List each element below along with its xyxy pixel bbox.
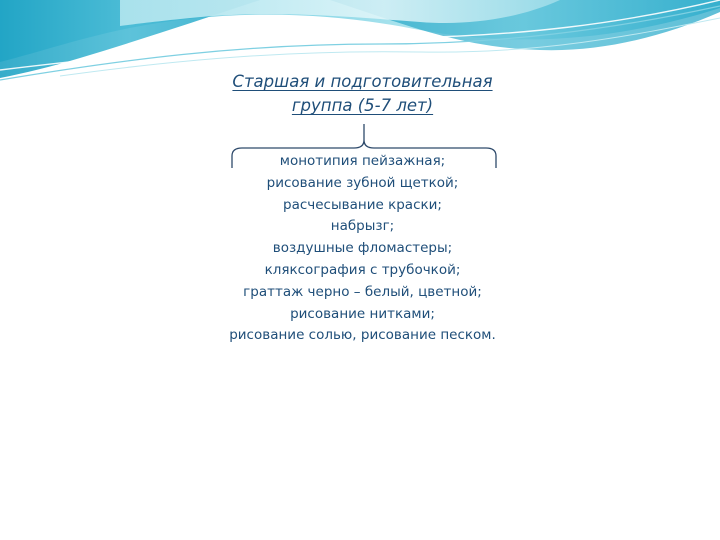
- technique-list: [160, 151, 565, 347]
- list-item: воздушные фломастеры;: [272, 240, 453, 257]
- list-item: расчесывание краски;: [283, 196, 442, 213]
- slide-title: [120, 70, 605, 118]
- list-item: рисование нитками;: [290, 305, 435, 322]
- list-item: кляксография с трубочкой;: [264, 261, 461, 278]
- list-item: граттаж черно – белый, цветной;: [243, 283, 482, 300]
- list-item: рисование солью, рисование песком.: [229, 327, 496, 344]
- title-line-1: Старшая и подготовительная: [232, 72, 493, 91]
- list-item: рисование зубной щеткой;: [266, 174, 459, 191]
- list-item: монотипия пейзажная;: [279, 153, 446, 169]
- title-line-2: группа (5-7 лет): [291, 96, 434, 115]
- list-item: набрызг;: [330, 218, 395, 235]
